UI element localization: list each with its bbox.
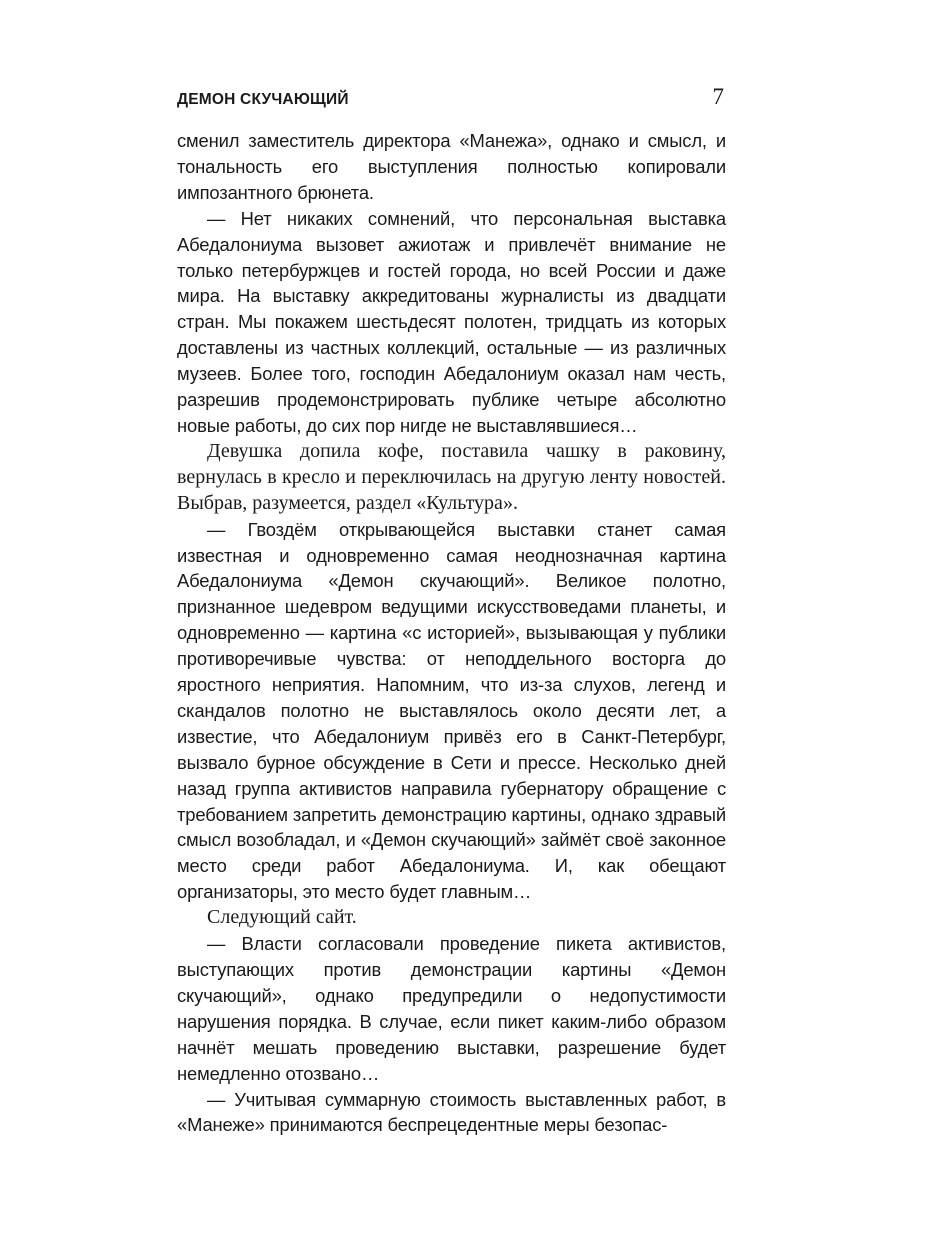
paragraph-2: — Нет никаких сомнений, что персональная выставка Абедалониума вызовет ажиотаж и привлечёт внимание не только петербуржцев и гостей города, но всей России и даже мира. На выставку аккредитованы журналисты из двадцати стран. Мы покажем шестьдесят полотен, тридцать из которых доставлены из частных коллекций, остальные — из различных музеев. Более того, господин Абедалониум оказал нам честь, разрешив продемонстрировать публике четыре абсолютно новые работы, до сих пор нигде не выставлявшиеся… [177,207,726,436]
running-title: ДЕМОН СКУЧАЮЩИЙ [177,91,349,108]
paragraph-3: Девушка допила кофе, поставила чашку в раковину, вернулась в кресло и переключилась на другую ленту новостей. Выбрав, разумеется, раздел «Культура». [177,439,726,514]
page-header [177,84,726,118]
body-text [177,128,726,1138]
book-page [177,84,726,1138]
paragraph-7: — Учитывая суммарную стоимость выставленных работ, в «Манеже» принимаются беспрецедентные меры безопас- [177,1088,726,1136]
paragraph-4: — Гвоздём открывающейся выставки станет самая известная и одновременно самая неоднозначная картина Абедалониума «Демон скучающий». Великое полотно, признанное шедевром ведущими искусствоведами планеты, и одновременно — картина «с историей», вызывающая у публики противоречивые чувства: от неподдельного восторга до яростного неприятия. Напомним, что из-за слухов, легенд и скандалов полотно не выставлялось около десяти лет, а известие, что Абедалониум привёз его в Санкт-Петербург, вызвало бурное обсуждение в Сети и прессе. Несколько дней назад группа активистов направила губернатору обращение с требованием запретить демонстрацию картины, однако здравый смысл возобладал, и «Демон скучающий» займёт своё законное место среди работ Абедалониума. И, как обещают организаторы, это место будет главным… [177,518,726,903]
page-number: 7 [712,84,724,109]
paragraph-5: Следующий сайт. [207,906,357,929]
paragraph-1: сменил заместитель директора «Манежа», однако и смысл, и тональность его выступления полностью копировали импозантного брюнета. [177,130,726,203]
paragraph-6: — Власти согласовали проведение пикета активистов, выступающих против демонстрации картины «Демон скучающий», однако предупредили о недопустимости нарушения порядка. В случае, если пикет каким-либо образом начнёт мешать проведению выставки, разрешение будет немедленно отозвано… [177,933,726,1084]
